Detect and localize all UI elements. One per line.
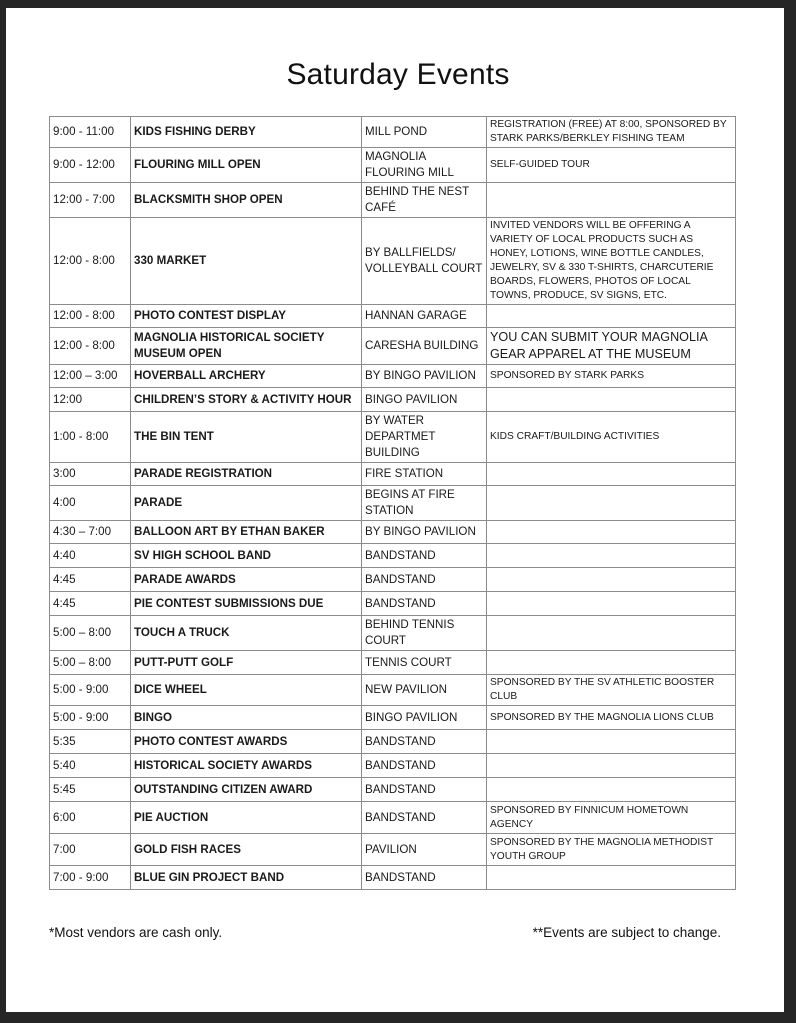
event-row <box>50 778 736 802</box>
event-row <box>50 651 736 675</box>
event-notes-cell: KIDS CRAFT/BUILDING ACTIVITIES <box>487 412 736 463</box>
event-time-cell: 4:45 <box>50 568 131 592</box>
event-row <box>50 834 736 866</box>
event-notes-cell: SPONSORED BY THE MAGNOLIA METHODIST YOUTH GROUP <box>487 834 736 866</box>
event-time-cell: 12:00 - 8:00 <box>50 328 131 365</box>
event-row <box>50 616 736 651</box>
event-name-cell: PARADE <box>131 486 362 521</box>
event-time-cell: 12:00 <box>50 388 131 412</box>
event-name-cell: BLUE GIN PROJECT BAND <box>131 866 362 890</box>
cash-only-note: *Most vendors are cash only. <box>49 925 223 940</box>
subject-to-change-note: **Events are subject to change. <box>532 925 721 940</box>
event-row <box>50 486 736 521</box>
events-table-body <box>50 117 736 890</box>
event-location-cell: BY BALLFIELDS/ VOLLEYBALL COURT <box>362 218 487 305</box>
event-time-cell: 12:00 - 7:00 <box>50 183 131 218</box>
event-name-cell: TOUCH A TRUCK <box>131 616 362 651</box>
event-notes-cell: SPONSORED BY STARK PARKS <box>487 365 736 388</box>
event-name-cell: OUTSTANDING CITIZEN AWARD <box>131 778 362 802</box>
event-time-cell: 4:30 – 7:00 <box>50 521 131 544</box>
event-notes-cell: SELF-GUIDED TOUR <box>487 148 736 183</box>
event-row <box>50 117 736 148</box>
event-location-cell: MAGNOLIA FLOURING MILL <box>362 148 487 183</box>
event-location-cell: BINGO PAVILION <box>362 706 487 730</box>
event-location-cell: PAVILION <box>362 834 487 866</box>
event-notes-cell <box>487 592 736 616</box>
event-notes-cell <box>487 778 736 802</box>
event-name-cell: PIE AUCTION <box>131 802 362 834</box>
event-location-cell: BANDSTAND <box>362 568 487 592</box>
event-location-cell: BY BINGO PAVILION <box>362 521 487 544</box>
page-title: Saturday Events <box>286 58 510 91</box>
event-location-cell: FIRE STATION <box>362 463 487 486</box>
event-row <box>50 754 736 778</box>
event-notes-cell: SPONSORED BY THE MAGNOLIA LIONS CLUB <box>487 706 736 730</box>
event-name-cell: BALLOON ART BY ETHAN BAKER <box>131 521 362 544</box>
event-location-cell: CARESHA BUILDING <box>362 328 487 365</box>
event-row <box>50 730 736 754</box>
event-name-cell: PHOTO CONTEST DISPLAY <box>131 305 362 328</box>
event-notes-cell <box>487 651 736 675</box>
event-location-cell: NEW PAVILION <box>362 675 487 706</box>
event-row <box>50 365 736 388</box>
event-location-cell: TENNIS COURT <box>362 651 487 675</box>
event-row <box>50 412 736 463</box>
event-time-cell: 9:00 - 12:00 <box>50 148 131 183</box>
event-notes-cell <box>487 730 736 754</box>
event-name-cell: MAGNOLIA HISTORICAL SOCIETY MUSEUM OPEN <box>131 328 362 365</box>
event-name-cell: PUTT-PUTT GOLF <box>131 651 362 675</box>
event-row <box>50 183 736 218</box>
event-location-cell: BANDSTAND <box>362 544 487 568</box>
event-row <box>50 592 736 616</box>
event-name-cell: 330 MARKET <box>131 218 362 305</box>
event-time-cell: 5:00 - 9:00 <box>50 706 131 730</box>
event-location-cell: BANDSTAND <box>362 730 487 754</box>
event-time-cell: 5:40 <box>50 754 131 778</box>
event-notes-cell <box>487 754 736 778</box>
event-notes-cell <box>487 544 736 568</box>
event-row <box>50 675 736 706</box>
event-row <box>50 218 736 305</box>
event-time-cell: 3:00 <box>50 463 131 486</box>
event-notes-cell: YOU CAN SUBMIT YOUR MAGNOLIA GEAR APPAREL AT THE MUSEUM <box>487 328 736 365</box>
event-location-cell: BY WATER DEPARTMET BUILDING <box>362 412 487 463</box>
event-name-cell: BLACKSMITH SHOP OPEN <box>131 183 362 218</box>
event-name-cell: HISTORICAL SOCIETY AWARDS <box>131 754 362 778</box>
event-name-cell: CHILDREN’S STORY & ACTIVITY HOUR <box>131 388 362 412</box>
event-row <box>50 521 736 544</box>
event-location-cell: BY BINGO PAVILION <box>362 365 487 388</box>
event-notes-cell <box>487 463 736 486</box>
event-location-cell: BINGO PAVILION <box>362 388 487 412</box>
event-time-cell: 1:00 - 8:00 <box>50 412 131 463</box>
event-notes-cell: SPONSORED BY THE SV ATHLETIC BOOSTER CLUB <box>487 675 736 706</box>
event-name-cell: THE BIN TENT <box>131 412 362 463</box>
event-time-cell: 12:00 - 8:00 <box>50 218 131 305</box>
event-location-cell: BANDSTAND <box>362 778 487 802</box>
event-location-cell: MILL POND <box>362 117 487 148</box>
event-name-cell: PHOTO CONTEST AWARDS <box>131 730 362 754</box>
event-notes-cell <box>487 521 736 544</box>
event-row <box>50 568 736 592</box>
event-time-cell: 4:45 <box>50 592 131 616</box>
event-row <box>50 388 736 412</box>
event-time-cell: 12:00 – 3:00 <box>50 365 131 388</box>
event-time-cell: 5:00 - 9:00 <box>50 675 131 706</box>
event-location-cell: BANDSTAND <box>362 866 487 890</box>
event-row <box>50 148 736 183</box>
event-notes-cell <box>487 305 736 328</box>
event-location-cell: BANDSTAND <box>362 592 487 616</box>
event-notes-cell: INVITED VENDORS WILL BE OFFERING A VARIETY OF LOCAL PRODUCTS SUCH AS HONEY, LOTIONS, WINE BOTTLE CANDLES, JEWELRY, SV & 330 T-SHIRTS, CHARCUTERIE BOARDS, FLOWERS, PHOTOS OF LOCAL TOWNS, PRODUCE, SV SIGNS, ETC. <box>487 218 736 305</box>
event-name-cell: KIDS FISHING DERBY <box>131 117 362 148</box>
event-time-cell: 5:35 <box>50 730 131 754</box>
event-time-cell: 6:00 <box>50 802 131 834</box>
event-name-cell: DICE WHEEL <box>131 675 362 706</box>
event-name-cell: HOVERBALL ARCHERY <box>131 365 362 388</box>
event-name-cell: PARADE REGISTRATION <box>131 463 362 486</box>
event-notes-cell <box>487 866 736 890</box>
event-time-cell: 5:00 – 8:00 <box>50 616 131 651</box>
event-row <box>50 706 736 730</box>
event-location-cell: BEGINS AT FIRE STATION <box>362 486 487 521</box>
event-location-cell: BEHIND TENNIS COURT <box>362 616 487 651</box>
event-time-cell: 12:00 - 8:00 <box>50 305 131 328</box>
event-row <box>50 463 736 486</box>
event-notes-cell <box>487 486 736 521</box>
event-notes-cell <box>487 183 736 218</box>
event-location-cell: BANDSTAND <box>362 802 487 834</box>
event-time-cell: 4:00 <box>50 486 131 521</box>
event-notes-cell <box>487 568 736 592</box>
event-notes-cell <box>487 388 736 412</box>
event-name-cell: SV HIGH SCHOOL BAND <box>131 544 362 568</box>
event-time-cell: 7:00 <box>50 834 131 866</box>
event-row <box>50 328 736 365</box>
event-location-cell: BEHIND THE NEST CAFÉ <box>362 183 487 218</box>
event-location-cell: HANNAN GARAGE <box>362 305 487 328</box>
event-location-cell: BANDSTAND <box>362 754 487 778</box>
event-name-cell: GOLD FISH RACES <box>131 834 362 866</box>
event-row <box>50 866 736 890</box>
event-notes-cell <box>487 616 736 651</box>
event-name-cell: BINGO <box>131 706 362 730</box>
event-time-cell: 7:00 - 9:00 <box>50 866 131 890</box>
event-time-cell: 5:45 <box>50 778 131 802</box>
events-table <box>49 116 736 890</box>
event-row <box>50 544 736 568</box>
event-time-cell: 4:40 <box>50 544 131 568</box>
event-name-cell: PIE CONTEST SUBMISSIONS DUE <box>131 592 362 616</box>
event-name-cell: FLOURING MILL OPEN <box>131 148 362 183</box>
event-notes-cell: REGISTRATION (FREE) AT 8:00, SPONSORED BY STARK PARKS/BERKLEY FISHING TEAM <box>487 117 736 148</box>
event-time-cell: 9:00 - 11:00 <box>50 117 131 148</box>
event-name-cell: PARADE AWARDS <box>131 568 362 592</box>
event-row <box>50 802 736 834</box>
event-notes-cell: SPONSORED BY FINNICUM HOMETOWN AGENCY <box>487 802 736 834</box>
event-row <box>50 305 736 328</box>
event-time-cell: 5:00 – 8:00 <box>50 651 131 675</box>
